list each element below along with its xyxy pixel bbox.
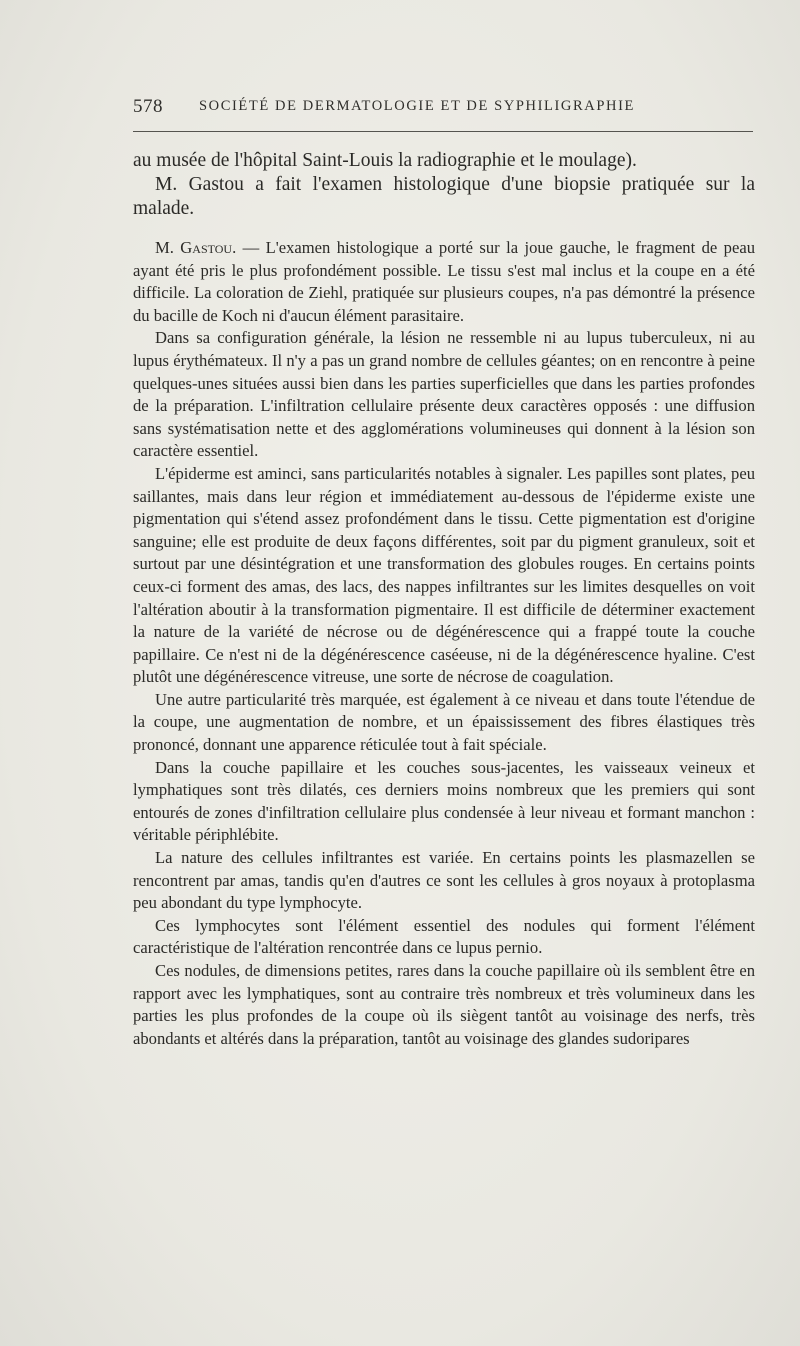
paragraph: La nature des cellules infiltrantes est variée. En certains points les plasmazellen se rencontrent par amas, tandis qu'en d'autres ce sont les cellules à gros noyaux à protoplasma peu abondant du type lymphocyte. [133, 848, 755, 913]
journal-title: SOCIÉTÉ DE DERMATOLOGIE ET DE SYPHILIGRAPHIE [199, 98, 635, 114]
paragraph: Dans sa configuration générale, la lésion ne ressemble ni au lupus tuberculeux, ni au lupus érythémateux. Il n'y a pas un grand nombre de cellules géantes; on en rencontre à peine quelques-unes situées aussi bien dans les parties superficielles que dans les parties profondes de la préparation. L'infiltration cellulaire présente deux caractères opposés : une diffusion sans systématisation nette et des agglomérations volumineuses qui donnent à la lésion son caractère essentiel. [133, 328, 755, 461]
paragraph: Dans la couche papillaire et les couches sous-jacentes, les vaisseaux veineux et lymphatiques sont très dilatés, ces derniers moins nombreux que les premiers qui sont entourés de zones d'infiltration cellulaire plus condensée à leur niveau et formant manchon : véritable périphlébite. [133, 757, 755, 845]
paragraph-gap [133, 221, 755, 237]
speaker-name: M. Gastou. [155, 238, 237, 257]
running-head [133, 96, 753, 120]
body-text [133, 149, 755, 1050]
page-number: 578 [133, 96, 163, 117]
paragraph: Ces lymphocytes sont l'élément essentiel des nodules qui forment l'élément caractéristique de l'altération rencontrée dans ce lupus pernio. [133, 915, 755, 958]
paragraph: L'épiderme est aminci, sans particularités notables à signaler. Les papilles sont plates, peu saillantes, mais dans leur région et immédiatement au-dessous de l'épiderme existe une pigmentation qui s'étend assez profondément dans le tissu. Cette pigmentation est d'origine sanguine; elle est produite de deux façons différentes, soit par du pigment granuleux, soit et surtout par une désintégration et une transformation des globules rouges. En certains points ceux-ci forment des amas, des lacs, des nappes infiltrantes sur les limites desquelles on voit l'altération aboutir à la transformation pigmentaire. Il est difficile de déterminer exactement la nature de la variété de nécrose ou de dégénérescence qui a frappé toute la couche papillaire. Ce n'est ni de la dégénérescence caséeuse, ni de la dégénérescence hyaline. C'est plutôt une dégénérescence vitreuse, une sorte de nécrose de coagulation. [133, 463, 755, 687]
paragraph: Ces nodules, de dimensions petites, rares dans la couche papillaire où ils semblent être en rapport avec les lymphatiques, sont au contraire très nombreux et très volumineux dans les parties les plus profondes de la coupe où ils siègent tantôt au voisinage des nerfs, très abondants et altérés dans la préparation, tantôt au voisinage des glandes sudoripares [133, 961, 755, 1048]
paragraph-text: — L'examen histologique a porté sur la joue gauche, le fragment de peau ayant été pris le plus profondément possible. Le tissu s'est mal inclus et la coupe en a été difficile. La coloration de Ziehl, pratiquée sur plusieurs coupes, n'a pas démontré la présence du bacille de Koch ni d'aucun élément parasitaire. [133, 238, 755, 325]
header-rule [133, 131, 753, 132]
paragraph: Une autre particularité très marquée, est également à ce niveau et dans toute l'étendue de la coupe, une augmentation de nombre, et un épaississement des fibres élastiques très prononcé, donnant une apparence réticulée tout à fait spéciale. [133, 689, 755, 755]
paragraph: M. Gastou a fait l'examen histologique d'une biopsie pratiquée sur la malade. [133, 174, 755, 219]
paragraph-continuation: au musée de l'hôpital Saint-Louis la radiographie et le moulage). [133, 150, 637, 171]
paragraph-gastou [133, 237, 755, 327]
